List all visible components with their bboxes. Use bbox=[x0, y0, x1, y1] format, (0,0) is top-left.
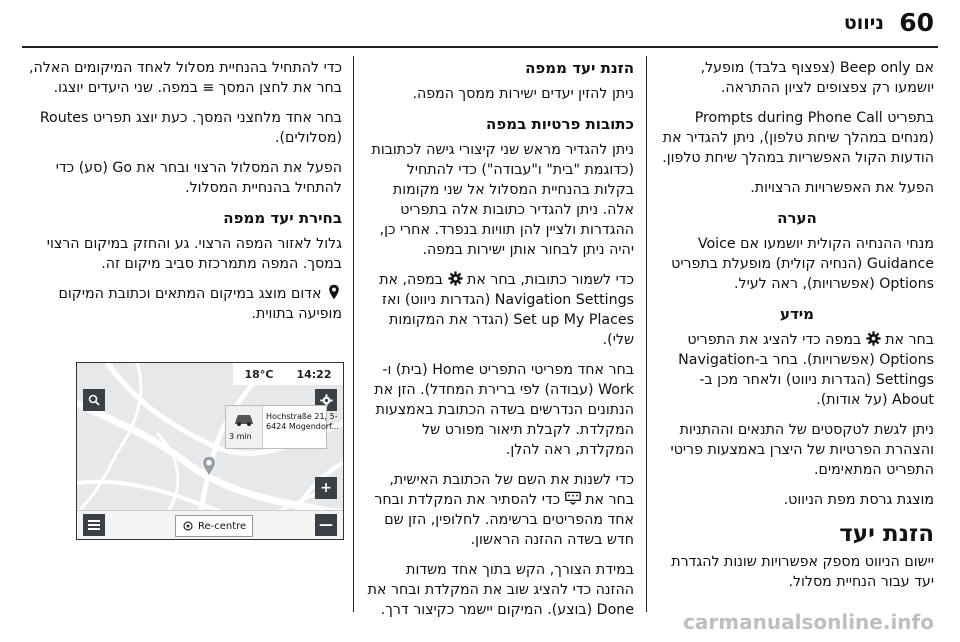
info-title: מידע bbox=[779, 305, 815, 323]
route-panel bbox=[226, 406, 263, 448]
paragraph: אם Beep only (צפצוף בלבד) מופעל, יושמעו רק צפצופים לציון ההתראה. bbox=[700, 60, 934, 96]
car-icon bbox=[233, 412, 255, 426]
right-column bbox=[660, 58, 934, 602]
paragraph: מוצגת גרסת מפת הניווט. bbox=[783, 492, 934, 508]
status-bar bbox=[233, 363, 343, 385]
eta-label: 3 min bbox=[229, 432, 252, 441]
paragraph: ניתן לגשת לטקסטים של התנאים וההתניות והצהרת הפרטיות של היצרן באמצעות פריטי התפריט המתאימים. bbox=[670, 422, 934, 478]
search-icon bbox=[88, 394, 100, 406]
paragraph: יישום הניווט מספק אפשרויות שונות להגדרת יעד עבור הנחיית מסלול. bbox=[671, 554, 934, 590]
paragraph bbox=[660, 330, 934, 410]
header-rule bbox=[22, 46, 938, 48]
paragraph: הפעל את המסלול הרצוי ובחר את Go (סע) כדי להתחיל בהנחיית המסלול. bbox=[55, 160, 342, 196]
text: כדי לשנות את השם של הכתובת האישית, בחר את bbox=[389, 472, 634, 508]
zoom-in-button[interactable]: + bbox=[315, 477, 337, 499]
section-heading: הזנת יעד ממפה bbox=[525, 59, 634, 77]
recentre-button[interactable] bbox=[175, 515, 253, 537]
poi-address-line: Hochstraße 21, 5- bbox=[266, 412, 338, 421]
gear-icon bbox=[866, 331, 881, 346]
section-title: הזנת יעד bbox=[839, 521, 934, 547]
map-pin-icon bbox=[201, 455, 217, 477]
text: במפה כדי להציג את התפריט Options (אפשרויות). בחר ב-Navigation Settings (הגדרות ניווט) ולאחר מכן ב-About (על אודות). bbox=[678, 332, 934, 408]
watermark: carmanualsonline.info bbox=[683, 610, 934, 634]
paragraph: בחר אחד מפריטי התפריט Home (בית) ו-Work (עבודה) לפי ברירת המחדל). הזן את הנתונים הנדרשים בשדה הכתובת באמצעות המקלדת. לקבלת תיאור מפורט של המקלדת, ראה להלן. bbox=[374, 362, 634, 458]
poi-address bbox=[266, 412, 339, 432]
paragraph: הפעל את האפשרויות הרצויות. bbox=[750, 180, 934, 196]
search-button[interactable] bbox=[83, 389, 105, 411]
map-screenshot bbox=[76, 362, 344, 540]
shortcuts-menu-button[interactable] bbox=[83, 514, 105, 536]
column-divider bbox=[353, 56, 354, 612]
paragraph: בתפריט Prompts during Phone Call (מנחים במהלך שיחת טלפון), ניתן להגדיר את הודעות הקול האפשריות במהלך שיחת טלפון. bbox=[662, 110, 934, 166]
menu-icon bbox=[88, 520, 100, 530]
paragraph: ניתן להגדיר מראש שני קיצורי גישה לכתובות (כדוגמת "בית" ו"עבודה") כדי להתחיל בקלות בהנחיית המסלול אל שני מקומות אלה. ניתן להגדיר כתובות אלה בתפריט ההגדרות ולציין להן תוויות בנפרד. אחרי כן, יהיה ניתן לבחור אותן ישירות במפה. bbox=[371, 142, 634, 258]
gear-icon bbox=[448, 271, 463, 286]
page-header bbox=[0, 0, 960, 48]
crosshair-icon bbox=[182, 520, 194, 532]
clock: 14:22 bbox=[296, 367, 332, 381]
poi-address-line: 6424 Mogendorf... bbox=[266, 422, 339, 431]
subsection-heading: כתובות פרטיות במפה bbox=[486, 115, 634, 133]
paragraph: גלול לאזור המפה הרצוי. גע והחזק במיקום הרצוי במסך. המפה מתמרכזת סביב מיקום זה. bbox=[46, 236, 342, 272]
left-column bbox=[26, 58, 342, 334]
keyboard-hide-icon bbox=[565, 490, 581, 506]
destination-card[interactable] bbox=[225, 405, 339, 449]
text: כדי לשמור כתובות, בחר את bbox=[467, 272, 634, 288]
map-pin-icon bbox=[326, 284, 342, 300]
middle-column bbox=[366, 58, 634, 630]
page-title: ניווט bbox=[843, 12, 884, 34]
note-body: מנחי ההנחיה הקולית יושמעו אם Voice Guidance (הנחיה קולית) מופעלת בתפריט Options (אפשרויות), ראה לעיל. bbox=[671, 236, 934, 292]
paragraph: בחר אחד מלחצני המסך. כעת יוצג תפריט Routes (מסלולים). bbox=[39, 110, 342, 146]
paragraph bbox=[26, 284, 342, 324]
zoom-out-button[interactable]: — bbox=[315, 514, 337, 536]
temperature: 18°C bbox=[244, 367, 274, 381]
page-number: 60 bbox=[899, 8, 934, 37]
map-bottom-bar bbox=[77, 510, 343, 539]
paragraph bbox=[366, 470, 634, 550]
paragraph: כדי להתחיל בהנחיית מסלול לאחד המיקומים האלה, בחר את לחצן המסך ≡ במפה. שני היעדים יוצגו. bbox=[29, 60, 342, 96]
text: אדום מוצג במיקום המתאים וכתובת המיקום מופיעה בתווית. bbox=[58, 286, 342, 322]
column-divider bbox=[646, 56, 647, 612]
text: במפה, את Navigation Settings (הגדרות ניווט) ואז Set up My Places (הגדר את המקומות שלי). bbox=[379, 272, 634, 348]
text: בחר את bbox=[885, 332, 934, 348]
recentre-label: Re-centre bbox=[198, 520, 247, 532]
paragraph: ניתן להזין יעדים ישירות ממסך המפה. bbox=[412, 86, 634, 102]
paragraph: במידת הצורך, הקש בתוך אחד משדות ההזנה כדי להציג שוב את המקלדת ובחר את Done (בוצע). המיקום יישמר כקיצור דרך. bbox=[367, 562, 634, 618]
subsection-heading: בחירת יעד ממפה bbox=[223, 209, 342, 227]
note-title: הערה bbox=[777, 209, 817, 227]
text: כדי להסתיר את המקלדת ובחר אחד מהפריטים ברשימה. לחלופין, הזן שם חדש בשדה ההזנה הראשון. bbox=[374, 492, 634, 548]
paragraph bbox=[366, 270, 634, 350]
